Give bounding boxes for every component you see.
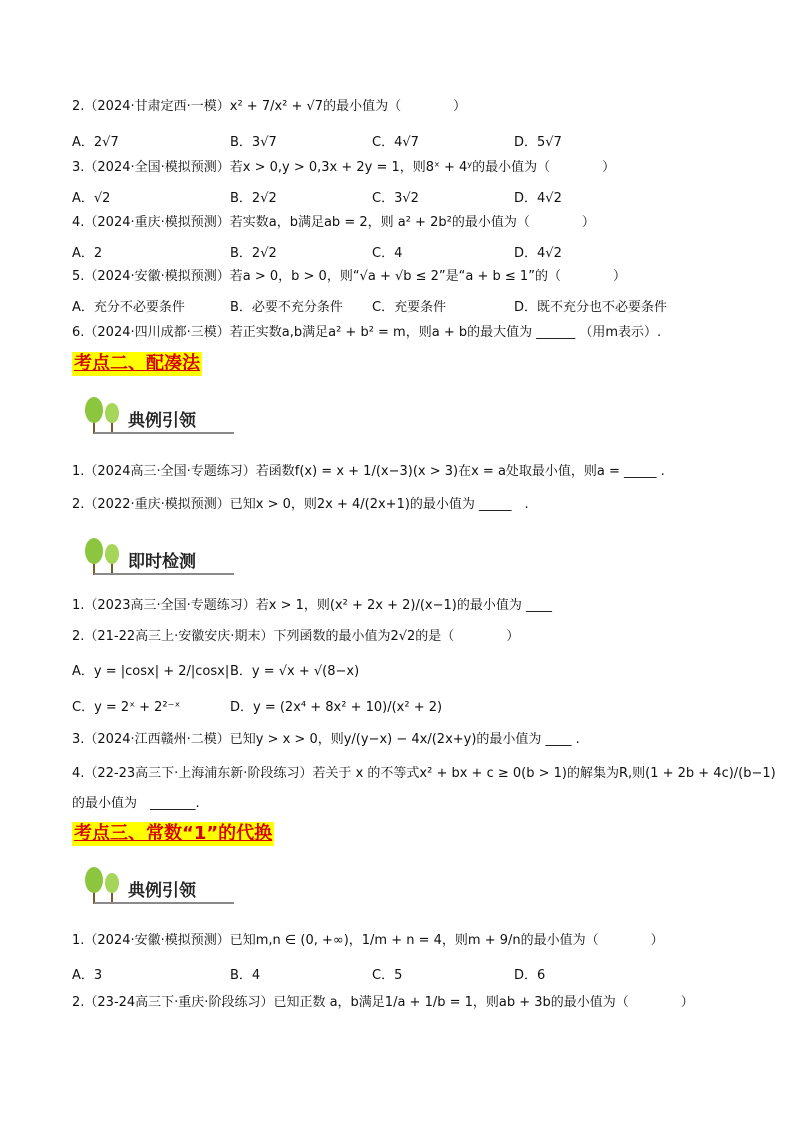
option-a: A．y = |cosx| + 2/|cosx|	[72, 664, 230, 679]
subheading-label: 典例引领	[128, 881, 196, 901]
question-3: 3.（2024·全国·模拟预测）若x > 0,y > 0,3x + 2y = 1，则8ˣ + 4ʸ的最小值为（ ）	[72, 160, 616, 175]
example-2: 2.（2022·重庆·模拟预测）已知x > 0，则2x + 4/(2x+1)的最小值为 _____ .	[72, 497, 529, 512]
option-c: C．充要条件	[372, 300, 447, 315]
option-c: C．5	[372, 968, 403, 983]
question-6: 6.（2024·四川成都·三模）若正实数a,b满足a² + b² = m，则a + b的最大值为 ______ （用m表示）.	[72, 325, 662, 340]
option-d: D．5√7	[514, 135, 562, 150]
option-d: D．4√2	[514, 246, 562, 261]
subheading-label: 即时检测	[128, 552, 196, 572]
practice-2: 2.（21-22高三上·安徽安庆·期末）下列函数的最小值为2√2的是（ ）	[72, 629, 520, 644]
section-title-2: 考点二、配凑法	[74, 353, 200, 374]
question-3-options	[72, 187, 732, 205]
divider	[94, 902, 234, 904]
option-b: B．2√2	[230, 246, 277, 261]
example-3-1-options	[72, 964, 732, 982]
practice-2-options-row2	[72, 696, 732, 714]
question-2-options	[72, 131, 732, 149]
example-1: 1.（2024高三·全国·专题练习）若函数f(x) = x + 1/(x−3)(x > 3)在x = a处取最小值，则a = _____ .	[72, 464, 665, 479]
practice-3: 3.（2024·江西赣州·二模）已知y > x > 0，则y/(y−x) − 4x/(2x+y)的最小值为 ____ .	[72, 732, 580, 747]
option-d: D．6	[514, 968, 546, 983]
question-5-options	[72, 296, 732, 314]
subheading-practice	[78, 537, 238, 577]
tree-icon	[78, 866, 128, 906]
example-3-1: 1.（2024·安徽·模拟预测）已知m,n ∈ (0, +∞)，1/m + n = 4，则m + 9/n的最小值为（ ）	[72, 933, 664, 948]
option-a: A．√2	[72, 191, 111, 206]
question-4: 4.（2024·重庆·模拟预测）若实数a，b满足ab = 2，则 a² + 2b²的最小值为（ ）	[72, 215, 595, 230]
question-2: 2.（2024·甘肃定西·一模）x² + 7/x² + √7的最小值为（ ）	[72, 99, 467, 114]
subheading-label: 典例引领	[128, 411, 196, 431]
subheading-examples-2	[78, 866, 238, 906]
option-d: D．既不充分也不必要条件	[514, 300, 668, 315]
question-4-options	[72, 242, 732, 260]
option-b: B．y = √x + √(8−x)	[230, 664, 360, 679]
option-a: A．2	[72, 246, 103, 261]
question-5: 5.（2024·安徽·模拟预测）若a > 0，b > 0，则“√a + √b ≤ 2”是“a + b ≤ 1”的（ ）	[72, 269, 626, 284]
section-title-3: 考点三、常数“1”的代换	[74, 823, 273, 844]
practice-4-continued: 的最小值为 _______.	[72, 796, 200, 811]
option-b: B．必要不充分条件	[230, 300, 343, 315]
tree-icon	[78, 537, 128, 577]
practice-4: 4.（22-23高三下·上海浦东新·阶段练习）若关于 x 的不等式x² + bx + c ≥ 0(b > 1)的解集为R,则(1 + 2b + 4c)/(b−1)	[72, 766, 776, 781]
option-b: B．2√2	[230, 191, 277, 206]
option-a: A．3	[72, 968, 103, 983]
option-d: D．y = (2x⁴ + 8x² + 10)/(x² + 2)	[230, 700, 443, 715]
practice-2-options-row1	[72, 660, 732, 678]
option-c: C．4√7	[372, 135, 419, 150]
option-a: A．充分不必要条件	[72, 300, 185, 315]
option-b: B．4	[230, 968, 261, 983]
option-c: C．4	[372, 246, 403, 261]
divider	[94, 432, 234, 434]
practice-1: 1.（2023高三·全国·专题练习）若x > 1，则(x² + 2x + 2)/(x−1)的最小值为 ____	[72, 598, 552, 613]
example-3-2: 2.（23-24高三下·重庆·阶段练习）已知正数 a，b满足1/a + 1/b = 1，则ab + 3b的最小值为（ ）	[72, 995, 694, 1010]
option-a: A．2√7	[72, 135, 119, 150]
option-c: C．3√2	[372, 191, 419, 206]
tree-icon	[78, 396, 128, 436]
option-b: B．3√7	[230, 135, 277, 150]
option-d: D．4√2	[514, 191, 562, 206]
subheading-examples-1	[78, 396, 238, 436]
divider	[94, 573, 234, 575]
option-c: C．y = 2ˣ + 2²⁻ˣ	[72, 700, 181, 715]
